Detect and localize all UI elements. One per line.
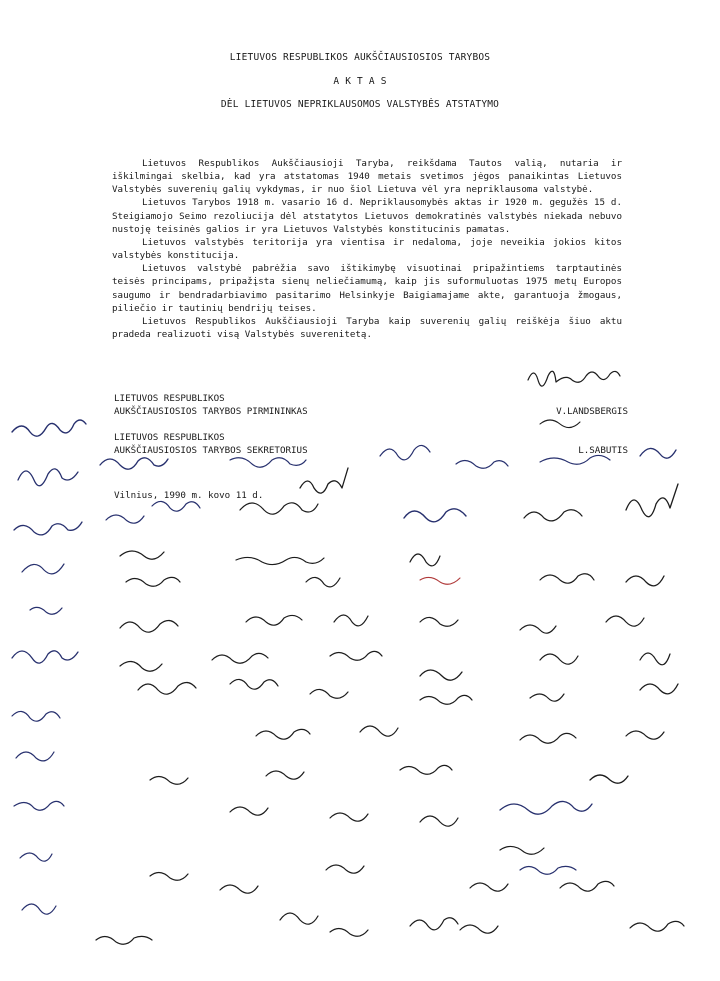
act-paragraph: Lietuvos Respublikos Aukščiausioji Taryba kaip suverenių galių reiškėja šiuo aktu pradeda realizuoti visą Valstybės suverenitetą. <box>112 315 622 341</box>
act-paragraph: Lietuvos valstybės teritorija yra vientisa ir nedaloma, joje neveikia jokios kitos valstybės konstitucija. <box>112 236 622 262</box>
chair-name: V.LANDSBERGIS <box>556 406 628 417</box>
chairman-signature <box>528 371 620 386</box>
secretary-name: L.SABUTIS <box>578 445 628 456</box>
title-subject: DĖL LIETUVOS NEPRIKLAUSOMOS VALSTYBĖS ATSTATYMO <box>220 99 500 110</box>
place-date: Vilnius, 1990 m. kovo 11 d. <box>114 490 264 501</box>
chair-label-line2: AUKŠČIAUSIOSIOS TARYBOS PIRMININKAS <box>114 406 308 417</box>
title-act: A K T A S <box>333 76 387 87</box>
secretary-label-line1: LIETUVOS RESPUBLIKOS <box>114 432 225 443</box>
act-paragraph: Lietuvos Tarybos 1918 m. vasario 16 d. Nepriklausomybės aktas ir 1920 m. gegužės 15 d. Steigiamojo Seimo rezoliucija dėl atstatytos Lietuvos demokratinės valstybės niekada nebuvo nustoję teisinės galios ir yra Lietuvos Valstybės konstitucinis pamatas. <box>112 197 622 235</box>
chair-label-line1: LIETUVOS RESPUBLIKOS <box>114 393 225 404</box>
act-paragraph: Lietuvos valstybė pabrėžia savo ištikimybę visuotinai pripažintiems tarptautinės teisės principams, pripažįsta sienų neliečiamumą, kaip jis suformuluotas 1975 metų Europos saugumo ir bendradarbiavimo pasitarimo Helsinkyje Baigiamajame akte, garantuoja žmogaus, piliečio ir tautinių bendrijų teises. <box>112 263 622 314</box>
title-institution: LIETUVOS RESPUBLIKOS AUKŠČIAUSIOSIOS TARYBOS <box>229 52 491 63</box>
act-body <box>112 157 622 341</box>
act-paragraph: Lietuvos Respublikos Aukščiausioji Taryba, reikšdama Tautos valią, nutaria ir iškilmingai skelbia, kad yra atstatomas 1940 metais svetimos jėgos panaikintas Lietuvos Valstybės suverenių galių vykdymas, ir nuo šiol Lietuva vėl yra nepriklausoma valstybė. <box>112 158 622 196</box>
secretary-label-line2: AUKŠČIAUSIOSIOS TARYBOS SEKRETORIUS <box>114 445 308 456</box>
